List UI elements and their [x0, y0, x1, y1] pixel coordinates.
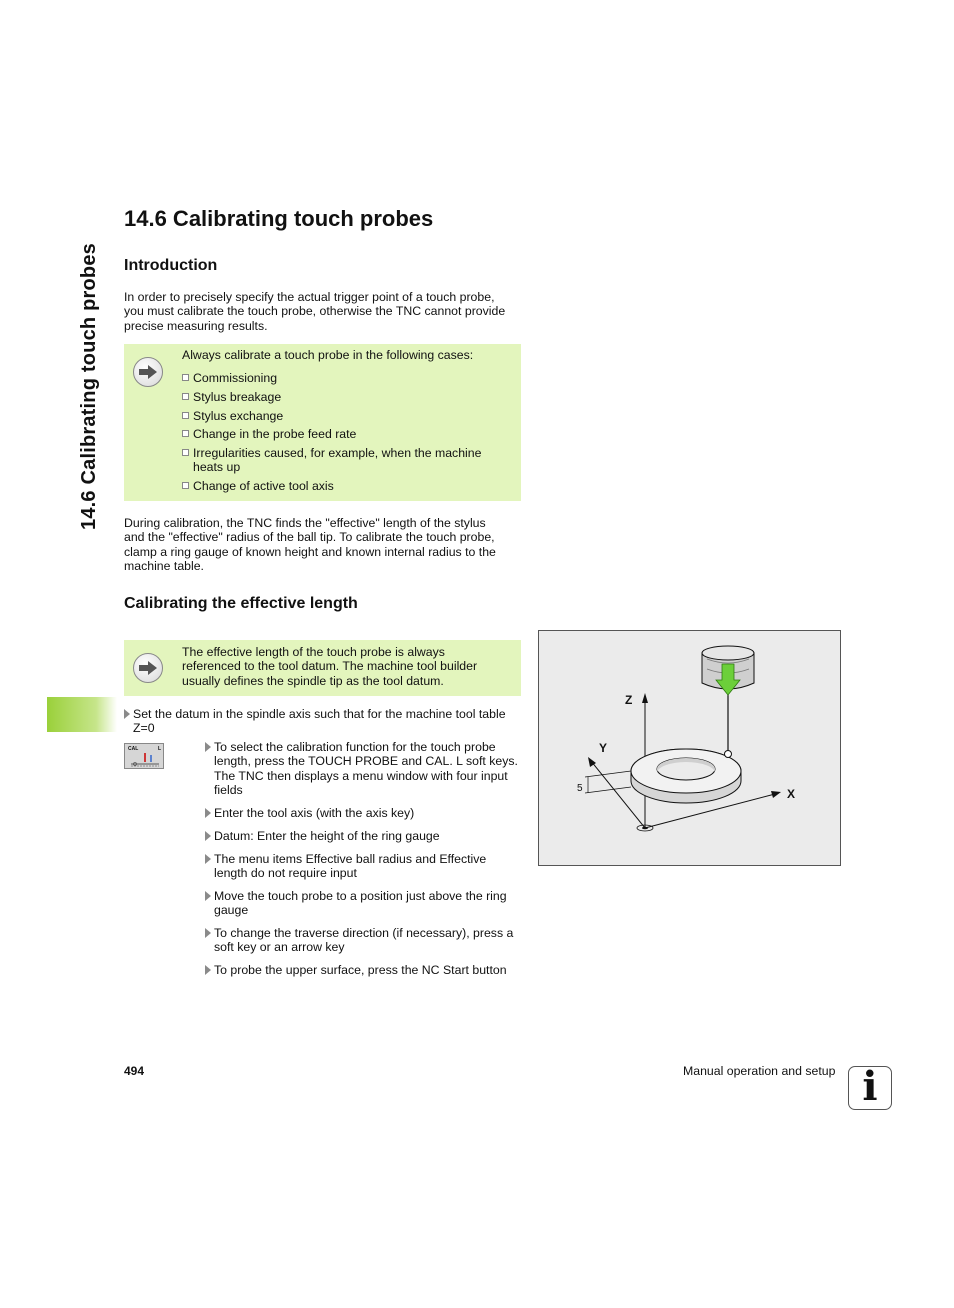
bullet-square-icon	[182, 449, 189, 456]
list-item: Commissioning	[182, 371, 512, 385]
step-triangle-icon	[205, 854, 211, 864]
bullet-square-icon	[182, 412, 189, 419]
cal-l-softkey-icon: CAL L	[124, 743, 164, 769]
note-box-calibrate-cases	[124, 344, 521, 501]
touch-probe-ring-gauge-illustration	[539, 631, 840, 865]
step-triangle-icon	[205, 965, 211, 975]
step-triangle-icon	[205, 742, 211, 752]
introduction-heading: Introduction	[124, 257, 218, 274]
calibration-paragraph: During calibration, the TNC finds the "effective" length of the stylus and the "effective" radius of the ball tip. To calibrate the touch probe, clamp a ring gauge of known height and known internal radius to the machine table.	[124, 516, 496, 573]
effective-length-heading: Calibrating the effective length	[124, 595, 358, 612]
list-item: Irregularities caused, for example, when the machine heats up	[182, 446, 512, 475]
step-triangle-icon	[124, 709, 130, 719]
bullet-square-icon	[182, 482, 189, 489]
bullet-square-icon	[182, 393, 189, 400]
arrow-right-icon	[133, 357, 163, 387]
step-triangle-icon	[205, 928, 211, 938]
step-item: Enter the tool axis (with the axis key)	[205, 806, 519, 820]
step-item: Set the datum in the spindle axis such that for the machine tool table Z=0	[124, 707, 524, 736]
step-triangle-icon	[205, 891, 211, 901]
list-item: Stylus breakage	[182, 390, 512, 404]
y-axis-label: Y	[599, 741, 608, 755]
info-icon: i	[848, 1066, 892, 1110]
list-item: Stylus exchange	[182, 409, 512, 423]
step-triangle-icon	[205, 808, 211, 818]
note-intro: Always calibrate a touch probe in the following cases:	[182, 348, 474, 362]
calibration-figure	[538, 630, 841, 866]
bullet-square-icon	[182, 374, 189, 381]
page-title: 14.6 Calibrating touch probes	[124, 206, 434, 231]
chapter-name: Manual operation and setup	[683, 1064, 836, 1078]
z-axis-label: Z	[625, 693, 633, 707]
step-item: The menu items Effective ball radius and Effective length do not require input	[205, 852, 519, 881]
step-triangle-icon	[205, 831, 211, 841]
step-item: Move the touch probe to a position just above the ring gauge	[205, 889, 519, 918]
list-item: Change in the probe feed rate	[182, 427, 512, 441]
step-item: To change the traverse direction (if necessary), press a soft key or an arrow key	[205, 926, 519, 955]
note-text: The effective length of the touch probe is always referenced to the tool datum. The machine tool builder usually defines the spindle tip as the tool datum.	[182, 645, 478, 688]
step-item: To probe the upper surface, press the NC Start button	[205, 963, 524, 977]
introduction-paragraph: In order to precisely specify the actual trigger point of a touch probe, you must calibrate the touch probe, otherwise the TNC cannot provide precise measuring results.	[124, 290, 506, 333]
page-number: 494	[124, 1064, 145, 1078]
x-axis-label: X	[787, 787, 796, 801]
list-item: Change of active tool axis	[182, 479, 512, 493]
note-box-tool-datum	[124, 640, 521, 696]
dimension-label: 5	[577, 783, 583, 794]
chapter-tab	[47, 697, 117, 732]
step-item: Datum: Enter the height of the ring gauge	[205, 829, 519, 843]
side-chapter-title: 14.6 Calibrating touch probes	[78, 243, 100, 530]
step-item: To select the calibration function for the touch probe length, press the TOUCH PROBE and CAL. L soft keys. The TNC then displays a menu window with four input fields	[205, 740, 519, 797]
arrow-right-icon	[133, 653, 163, 683]
bullet-square-icon	[182, 430, 189, 437]
